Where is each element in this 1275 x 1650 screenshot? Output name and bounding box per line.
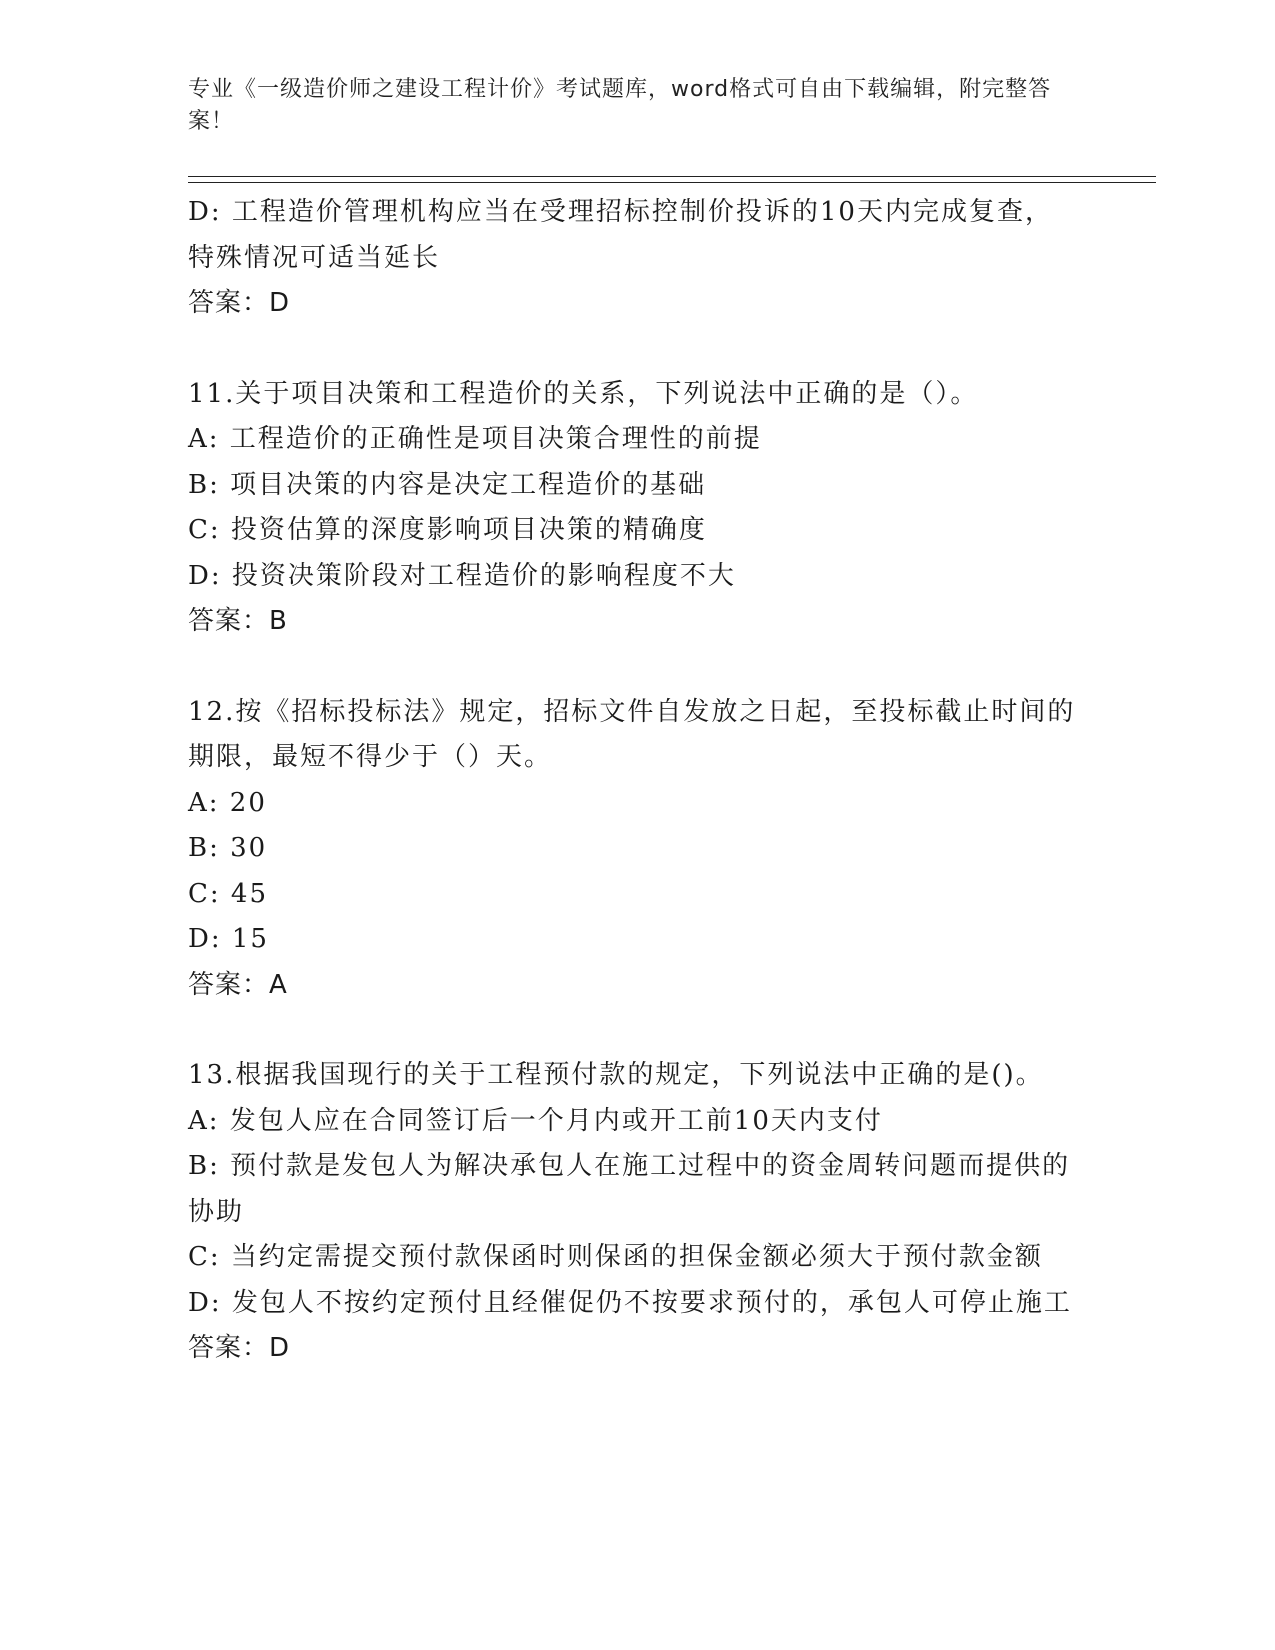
question-12 — [188, 690, 1078, 1009]
option-a: A: 20 — [188, 787, 267, 818]
option-d: D: 工程造价管理机构应当在受理招标控制价投诉的10天内完成复查，特殊情况可适当延长 — [188, 197, 1053, 273]
option-a: A: 发包人应在合同签订后一个月内或开工前10天内支付 — [188, 1105, 883, 1136]
question-list — [188, 190, 1078, 1372]
option-c: C: 45 — [188, 878, 269, 909]
answer-line: 答案：B — [188, 606, 288, 636]
option-d: D: 投资决策阶段对工程造价的影响程度不大 — [188, 560, 736, 591]
question-stem: 11.关于项目决策和工程造价的关系，下列说法中正确的是（）。 — [188, 378, 979, 409]
answer-line: 答案：D — [188, 1333, 291, 1363]
option-b: B: 预付款是发包人为解决承包人在施工过程中的资金周转问题而提供的协助 — [188, 1151, 1071, 1227]
header-divider-top — [188, 176, 1156, 177]
answer-line: 答案：D — [188, 288, 291, 318]
option-b: B: 项目决策的内容是决定工程造价的基础 — [188, 469, 707, 500]
question-stem: 13.根据我国现行的关于工程预付款的规定，下列说法中正确的是()。 — [188, 1060, 1044, 1090]
question-stem: 12.按《招标投标法》规定，招标文件自发放之日起，至投标截止时间的期限，最短不得少于（）天。 — [188, 696, 1076, 772]
question-13 — [188, 1053, 1078, 1372]
option-d: D: 发包人不按约定预付且经催促仍不按要求预付的，承包人可停止施工 — [188, 1287, 1072, 1318]
option-c: C: 当约定需提交预付款保函时则保函的担保金额必须大于预付款金额 — [188, 1242, 1043, 1272]
option-b: B: 30 — [188, 833, 268, 863]
question-11 — [188, 372, 1078, 645]
option-c: C: 投资估算的深度影响项目决策的精确度 — [188, 515, 707, 545]
document-header: 专业《一级造价师之建设工程计价》考试题库，word格式可自由下载编辑，附完整答案！ — [188, 77, 1052, 134]
option-a: A: 工程造价的正确性是项目决策合理性的前提 — [188, 424, 762, 454]
header-divider-bottom — [188, 182, 1156, 183]
option-d: D: 15 — [188, 924, 269, 954]
previous-question-tail — [188, 190, 1078, 327]
answer-line: 答案：A — [188, 969, 288, 1000]
